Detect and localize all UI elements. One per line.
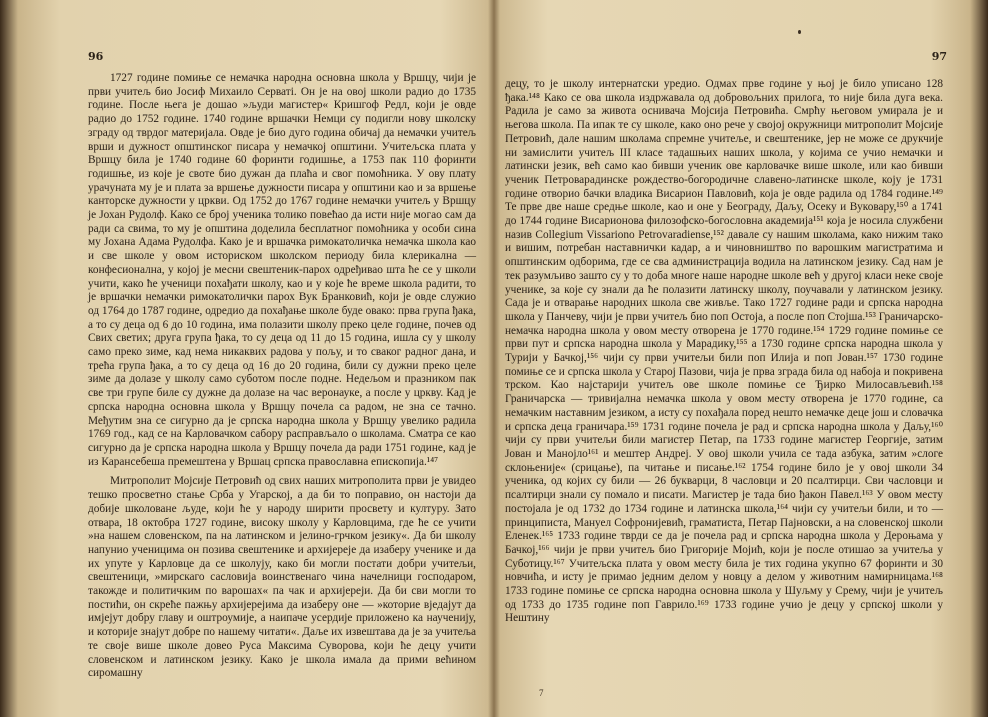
paragraph: 1727 године помиње се немачка народна основна школа у Вршцу, чији је први учитељ био Јосиф Михаило Серватi. Он је на овој школи радио до 1735 године. После њега је дошао »људи магистер« Кришгоф Редл, који је овде радио до 1752 године. 1740 године вршачки Немци су подигли нову школску зграду од тврдог материјала. Овде је био дуго година обичај да немачки учитељ врши и дужност општинског писара у немачкој општини. Учитељска плата у Вршцу била је 1740 године 60 форинти годишње, а 1753 пак 110 форинти годишње, из које је своте био дужан да плаћа и свог помоћника. У ову плату урачуната му је и плата за вршење дужности писара у општини као и за вршење канторске дужности у цркви. Од 1752 до 1767 године немачки учитељ у Вршцу је Јохан Рудолф. Како се број ученика толико повећао да исти није могао сам да ради са свима, то му је општина доделила бесплатног помоћника у особи сина му Јохана Адама Рудолфа. Како је и вршачка римокатоличка немачка школа као и све школе у овом историском школском периоду била клерикална — конфесионална, у којој је месни свештеник-парох одређивао шта ће се у школи учити, како ће ученици похађати школу, као и у које ће време школа радити, то је вршачки немачки римокатолички парох Вук Бранковић, који је овде служио од 1764 до 1787 године, одредио да похађање школе буде овако: прва група ђака, а то су деца од 6 до 10 година, има полазити школу преко целе године, почев од Свих светих; друга група ђака, то су деца од 11 до 15 година, ишла су у школу само преко зиме, кад нема никаквих радова у пољу, и то сваког радног дана, и трећа група ђака, а то су деца од 16 до 20 година, били су дужни преко целе зиме да долазе у школу само суботом после подне. Недељом и празником пак све три групе биле су дужне да долазе на час веронауке, а после у цркву. Кад је српска народна основна школа у Вршцу почела са радом, не зна се тачно. Међутим зна се сигурно да је српска народна школа у Вршцу увелико радила 1769 год., кад се на Карловачком сабору расправљало о школама. Сматра се као сигурно да је српска народна школа у Вршцу почела да ради 1751 године, кад је из Карансебеша премештена у Вршац српска православна епископија.¹⁴⁷ — [88, 72, 476, 468]
left-page-text — [88, 72, 476, 681]
page-number-left: 96 — [88, 50, 104, 63]
paragraph: децу, то је школу интернатски уредио. Одмах прве године у њој је било уписано 128 ђака.¹⁴⁸ Како се ова школа издржавала од добровољних прилога, то није била дуга века. Радила је само за живота оснивача Мојсија Петровића. Смрћу његовом умирала је и његова школа. Па ипак те су школе, како оно рече у својој окружници митрополит Мојсије Петровић, дале нашим школама спремне учитеље, и свештенике, јер не може се друкчије ни замислити учитељ III класе тадашњих наших школа, у којима се учио немачки и латински језик, већ само као бивши ученик ове карловачке више школе, или као бивши ученик Петроварадинске рождество-богородичне славено-латинске школе, коју је 1731 године отворио бачки владика Висарион Павловић, која је овде радила од 1784 године.¹⁴⁹ Те прве две наше средње школе, као и оне у Београду, Даљу, Осеку и Вуковару,¹⁵⁰ а 1741 до 1744 године Висарионова филозофско-богословна академија¹⁵¹ која је носила службени назив Collegium Vissarionо Petrovaradiense,¹⁵² давале су нашим школама, како нижим тако и вишим, потребан наставнички кадар, а и чиновништво по варошким магистратима и општинским одборима, где се сва администрација водила на латинском језику. Сад нам је тек разумљиво зашто су у то доба многе наше народне школе већ у другој класи неке своје ученике, за које су знали да ће полазити латинску школу, поучавали у латинском језику. Сада је и отварање народних школа све живље. Тако 1727 године ради и српска народна школа у Панчеву, чији је први учитељ био поп Остоја, а после поп Стојша.¹⁵³ Граничарско-немачка народна школа у овом месту отворена је 1770 године.¹⁵⁴ 1729 године помиње се први пут и српска народна школа у Марадику,¹⁵⁵ а 1730 године српска народна школа у Турији у Бачкој,¹⁵⁶ чији су први учитељи били поп Илија и поп Јован.¹⁵⁷ 1730 године помиње се и српска школа у Старој Пазови, чија је прва зграда била од набоја и покривена трском. Као најстарији учитељ ове школе помиње се Ђирко Милосављевић.¹⁵⁸ Граничарска — тривијална немачка школа у овом месту отворена је 1770 године, са немачким наставним језиком, а исту су похађала поред нешто немачке деце још и словачка и српска деца граничара.¹⁵⁹ 1731 године почела је рад и српска народна школа у Даљу,¹⁶⁰ чији су први учитељи били магистер Петар, па 1733 године магистер Георгије, затим Јован и Манојло¹⁶¹ и мештер Андреј. У овој школи учила се тада азбука, затим »слоге склоњеније« (срицање), па читање и писање.¹⁶² 1754 године било је у овој школи 34 ученика, од којих су били — 26 букварци, 8 часловци и 20 псалтирци. Сви часловци и псалтирци знали су помало и писати. Магистер је тада био ђакон Павел.¹⁶³ У овом месту постојала је од 1732 до 1734 године и латинска школа,¹⁶⁴ чији су учитељи били, и то — принциписта, Мануел Софронијевић, граматиста, Петар Пајновски, а на словенској школи Еленек.¹⁶⁵ 1733 године тврди се да је почела рад и српска народна школа у Дероњама у Бачкој,¹⁶⁶ чији је први учитељ био Григорије Мојић, који је после отишао за учитеља у Суботицу.¹⁶⁷ Учитељска плата у овом месту била је тих година укупно 67 форинти и 30 новчића, и исту је примао једним делом у новцу а делом у животним намирницама.¹⁶⁸ 1733 године помиње се српска народна основна школа у Шуљму у Срему, чији је учитељ од 1733 до 1735 године поп Гаврило.¹⁶⁹ 1733 године учио је децу у српској школи у Нештину — [505, 78, 943, 625]
right-page — [505, 0, 955, 717]
left-page — [40, 0, 480, 717]
paragraph: Митрополит Мојсије Петровић од свих наших митрополита први је увидео тешко просветно стање Срба у Угарској, а да би то поправио, он настоји да добије школоване људе, који ће у народу ширити просвету и културу. Зато отвара, 18 октобра 1727 године, високу школу у Карловцима, где ће се учити »на нашем словенском, па на латинском и јелино-грчком језику«. Да би школу напунио ученицима он позива свештенике и архијереје да изаберу ученике и да их упуте у Карловце да се школују, како би могли постати добри учитељи, свештеници, »мирскаго сасловија воинственаго чина начелници господаром, такожде и политичким по варошах« па чак и архијереји. Да би сви могли то постићи, он скреће пажњу архијерејима да изаберу оне — »которие вједајут да имјејут добру главу и оштроумије, а наипаче усердије приложено ка наученију, и которије знајут добре по нашему читати«. Даље их извештава да је за учитеља те своје више школе довео Руса Максима Суворова, који ће децу учити словенском и латинском језику. Како је школа имала да прими већином сиромашну — [88, 475, 476, 680]
signature-mark: 7 — [539, 688, 544, 698]
right-page-text — [505, 78, 943, 626]
page-number-right: 97 — [931, 50, 947, 63]
